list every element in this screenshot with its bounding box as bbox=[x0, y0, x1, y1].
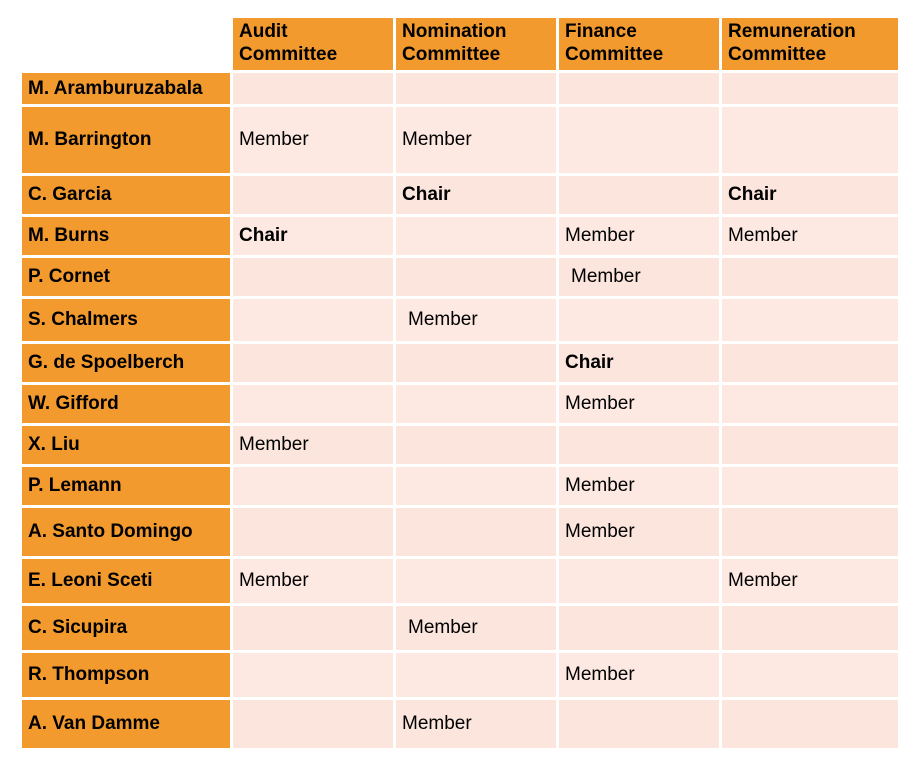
table-cell bbox=[559, 559, 719, 603]
table-cell bbox=[233, 385, 393, 423]
table-cell bbox=[233, 344, 393, 382]
table-cell bbox=[722, 700, 898, 748]
table-cell bbox=[722, 606, 898, 650]
table-cell: Chair bbox=[396, 176, 556, 214]
row-name: A. Santo Domingo bbox=[22, 508, 230, 556]
table-cell: Member bbox=[722, 217, 898, 255]
header-finance-committee: Finance Committee bbox=[559, 18, 719, 70]
row-name: G. de Spoelberch bbox=[22, 344, 230, 382]
header-audit-committee: Audit Committee bbox=[233, 18, 393, 70]
table-cell bbox=[722, 467, 898, 505]
row-name: R. Thompson bbox=[22, 653, 230, 697]
table-cell bbox=[722, 258, 898, 296]
table-cell bbox=[559, 176, 719, 214]
table-cell bbox=[233, 176, 393, 214]
header-nomination-committee: Nomination Committee bbox=[396, 18, 556, 70]
table-cell bbox=[396, 467, 556, 505]
table-cell bbox=[722, 344, 898, 382]
table-cell: Member bbox=[559, 385, 719, 423]
row-name: E. Leoni Sceti bbox=[22, 559, 230, 603]
table-cell: Member bbox=[559, 467, 719, 505]
table-cell bbox=[559, 73, 719, 104]
table-cell: Member bbox=[233, 426, 393, 464]
table-cell: Chair bbox=[233, 217, 393, 255]
table-cell bbox=[722, 385, 898, 423]
table-cell bbox=[396, 426, 556, 464]
table-cell: Member bbox=[559, 258, 719, 296]
table-cell bbox=[233, 606, 393, 650]
row-name: C. Garcia bbox=[22, 176, 230, 214]
table-cell: Member bbox=[559, 217, 719, 255]
row-name: P. Lemann bbox=[22, 467, 230, 505]
table-cell: Member bbox=[396, 107, 556, 173]
table-cell bbox=[559, 299, 719, 341]
table-cell bbox=[559, 107, 719, 173]
committee-table bbox=[22, 18, 898, 748]
table-cell: Member bbox=[559, 508, 719, 556]
table-cell bbox=[396, 653, 556, 697]
table-cell bbox=[722, 426, 898, 464]
table-cell: Member bbox=[722, 559, 898, 603]
table-cell: Chair bbox=[559, 344, 719, 382]
table-cell: Member bbox=[559, 653, 719, 697]
table-cell: Chair bbox=[722, 176, 898, 214]
table-cell bbox=[396, 385, 556, 423]
table-cell bbox=[233, 700, 393, 748]
table-cell bbox=[396, 73, 556, 104]
table-cell bbox=[233, 508, 393, 556]
table-cell bbox=[722, 107, 898, 173]
table-cell bbox=[722, 73, 898, 104]
table-cell bbox=[233, 258, 393, 296]
row-name: P. Cornet bbox=[22, 258, 230, 296]
table-cell: Member bbox=[396, 299, 556, 341]
table-cell bbox=[722, 653, 898, 697]
row-name: M. Aramburuzabala bbox=[22, 73, 230, 104]
row-name: A. Van Damme bbox=[22, 700, 230, 748]
table-cell bbox=[722, 299, 898, 341]
row-name: M. Burns bbox=[22, 217, 230, 255]
table-cell bbox=[233, 467, 393, 505]
table-cell bbox=[722, 508, 898, 556]
table-cell bbox=[396, 217, 556, 255]
corner-cell bbox=[22, 18, 230, 70]
table-cell bbox=[233, 299, 393, 341]
header-remuneration-committee: Remuneration Committee bbox=[722, 18, 898, 70]
table-cell bbox=[396, 559, 556, 603]
table-cell bbox=[559, 426, 719, 464]
table-cell bbox=[559, 606, 719, 650]
row-name: M. Barrington bbox=[22, 107, 230, 173]
table-cell: Member bbox=[233, 107, 393, 173]
row-name: W. Gifford bbox=[22, 385, 230, 423]
row-name: S. Chalmers bbox=[22, 299, 230, 341]
table-cell: Member bbox=[396, 606, 556, 650]
row-name: X. Liu bbox=[22, 426, 230, 464]
table-cell bbox=[233, 73, 393, 104]
table-cell bbox=[233, 653, 393, 697]
table-cell: Member bbox=[233, 559, 393, 603]
row-name: C. Sicupira bbox=[22, 606, 230, 650]
table-cell: Member bbox=[396, 700, 556, 748]
table-cell bbox=[396, 344, 556, 382]
table-cell bbox=[559, 700, 719, 748]
table-cell bbox=[396, 508, 556, 556]
table-cell bbox=[396, 258, 556, 296]
